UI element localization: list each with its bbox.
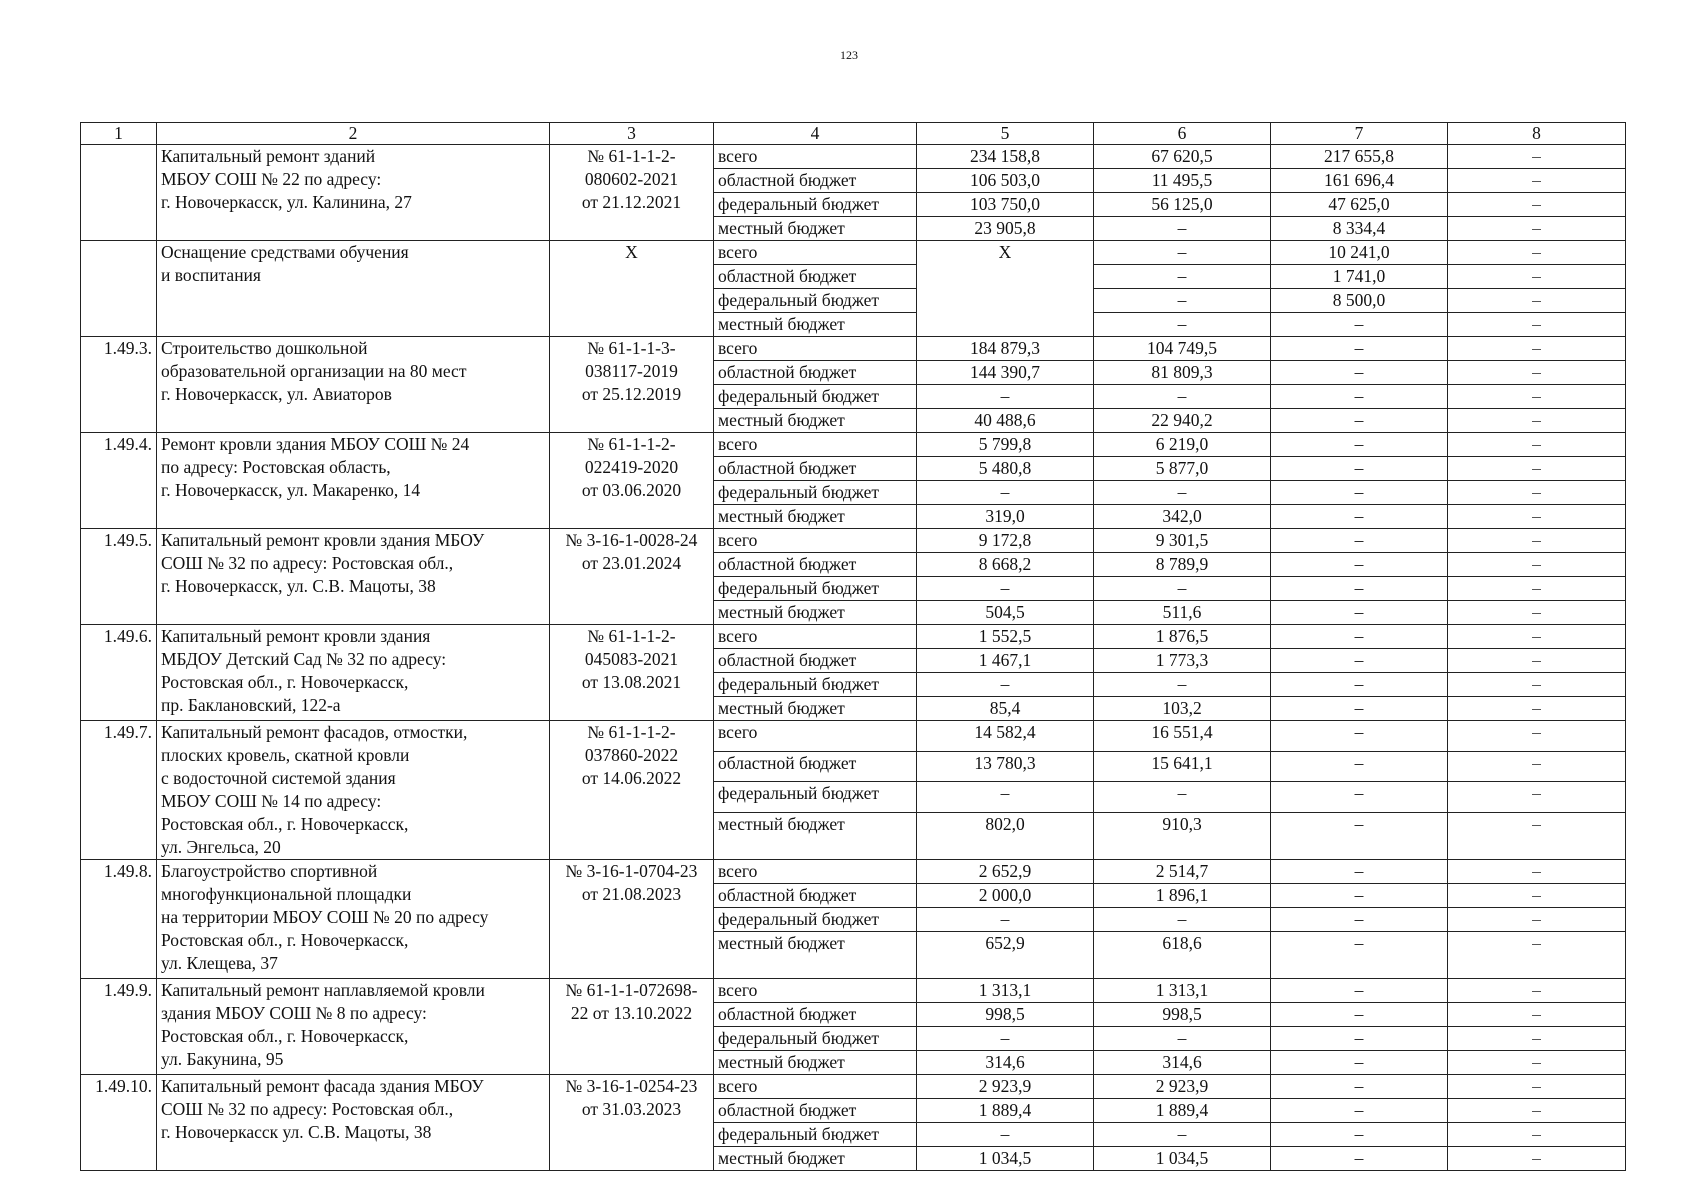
amount-col6: –: [1094, 481, 1271, 505]
budget-table: [80, 122, 1626, 1171]
item-name: Капитальный ремонт кровли здания МБДОУ Детский Сад № 32 по адресу: Ростовская обл., г. Новочеркасск, пр. Баклановский, 122-а: [157, 625, 550, 721]
amount-col5: 1 034,5: [917, 1147, 1094, 1171]
table-row: [81, 337, 1626, 361]
amount-col8: –: [1448, 625, 1626, 649]
amount-col7: –: [1271, 979, 1448, 1003]
funding-source: федеральный бюджет: [714, 289, 917, 313]
column-header: 2: [157, 123, 550, 145]
amount-col7: –: [1271, 751, 1448, 782]
item-name: Благоустройство спортивной многофункциональной площадки на территории МБОУ СОШ № 20 по адресу Ростовская обл., г. Новочеркасск, ул. Клещева, 37: [157, 860, 550, 979]
amount-col5: 314,6: [917, 1051, 1094, 1075]
column-header: 7: [1271, 123, 1448, 145]
amount-col8: –: [1448, 433, 1626, 457]
amount-col5: Х: [917, 241, 1094, 337]
item-number: 1.49.4.: [81, 433, 157, 529]
item-document: № 3-16-1-0254-23 от 31.03.2023: [550, 1075, 714, 1171]
amount-col7: –: [1271, 721, 1448, 752]
amount-col5: 2 000,0: [917, 884, 1094, 908]
amount-col8: –: [1448, 505, 1626, 529]
amount-col6: –: [1094, 908, 1271, 932]
amount-col5: –: [917, 481, 1094, 505]
amount-col6: 81 809,3: [1094, 361, 1271, 385]
amount-col6: 342,0: [1094, 505, 1271, 529]
amount-col6: –: [1094, 782, 1271, 813]
amount-col8: –: [1448, 217, 1626, 241]
funding-source: местный бюджет: [714, 1051, 917, 1075]
item-document: № 61-1-1-2- 080602-2021 от 21.12.2021: [550, 145, 714, 241]
amount-col8: –: [1448, 1003, 1626, 1027]
amount-col5: –: [917, 782, 1094, 813]
item-number: 1.49.3.: [81, 337, 157, 433]
amount-col7: –: [1271, 908, 1448, 932]
item-name: Капитальный ремонт наплавляемой кровли здания МБОУ СОШ № 8 по адресу: Ростовская обл., г. Новочеркасск, ул. Бакунина, 95: [157, 979, 550, 1075]
amount-col8: –: [1448, 577, 1626, 601]
funding-source: местный бюджет: [714, 313, 917, 337]
amount-col6: 1 889,4: [1094, 1099, 1271, 1123]
amount-col7: –: [1271, 313, 1448, 337]
amount-col7: –: [1271, 1003, 1448, 1027]
amount-col7: –: [1271, 1147, 1448, 1171]
amount-col5: 1 889,4: [917, 1099, 1094, 1123]
column-header: 6: [1094, 123, 1271, 145]
item-document: Х: [550, 241, 714, 337]
funding-source: федеральный бюджет: [714, 1027, 917, 1051]
amount-col7: –: [1271, 673, 1448, 697]
funding-source: всего: [714, 860, 917, 884]
amount-col7: –: [1271, 932, 1448, 979]
amount-col8: –: [1448, 1051, 1626, 1075]
amount-col8: –: [1448, 1075, 1626, 1099]
amount-col6: 16 551,4: [1094, 721, 1271, 752]
funding-source: областной бюджет: [714, 361, 917, 385]
item-name: Капитальный ремонт фасада здания МБОУ СОШ № 32 по адресу: Ростовская обл., г. Новочеркасск ул. С.В. Мацоты, 38: [157, 1075, 550, 1171]
amount-col7: 1 741,0: [1271, 265, 1448, 289]
amount-col7: –: [1271, 813, 1448, 860]
amount-col6: 15 641,1: [1094, 751, 1271, 782]
amount-col6: 22 940,2: [1094, 409, 1271, 433]
amount-col6: 910,3: [1094, 813, 1271, 860]
column-header: 5: [917, 123, 1094, 145]
amount-col6: 1 876,5: [1094, 625, 1271, 649]
item-number: 1.49.10.: [81, 1075, 157, 1171]
table-row: [81, 529, 1626, 553]
item-name: Капитальный ремонт зданий МБОУ СОШ № 22 по адресу: г. Новочеркасск, ул. Калинина, 27: [157, 145, 550, 241]
item-number: 1.49.7.: [81, 721, 157, 860]
item-document: № 61-1-1-3- 038117-2019 от 25.12.2019: [550, 337, 714, 433]
amount-col5: –: [917, 1123, 1094, 1147]
table-row: [81, 433, 1626, 457]
funding-source: местный бюджет: [714, 409, 917, 433]
amount-col7: –: [1271, 505, 1448, 529]
amount-col6: –: [1094, 241, 1271, 265]
funding-source: областной бюджет: [714, 1003, 917, 1027]
amount-col8: –: [1448, 1099, 1626, 1123]
funding-source: областной бюджет: [714, 884, 917, 908]
amount-col6: –: [1094, 673, 1271, 697]
amount-col7: –: [1271, 625, 1448, 649]
amount-col5: 234 158,8: [917, 145, 1094, 169]
amount-col7: –: [1271, 1123, 1448, 1147]
amount-col5: 2 923,9: [917, 1075, 1094, 1099]
amount-col5: 184 879,3: [917, 337, 1094, 361]
item-number: 1.49.9.: [81, 979, 157, 1075]
funding-source: федеральный бюджет: [714, 385, 917, 409]
amount-col7: –: [1271, 361, 1448, 385]
amount-col8: –: [1448, 601, 1626, 625]
item-number: 1.49.8.: [81, 860, 157, 979]
amount-col7: 10 241,0: [1271, 241, 1448, 265]
amount-col5: 1 552,5: [917, 625, 1094, 649]
amount-col8: –: [1448, 884, 1626, 908]
amount-col5: 5 799,8: [917, 433, 1094, 457]
amount-col8: –: [1448, 265, 1626, 289]
amount-col6: 103,2: [1094, 697, 1271, 721]
amount-col6: 2 514,7: [1094, 860, 1271, 884]
amount-col7: 217 655,8: [1271, 145, 1448, 169]
amount-col5: 23 905,8: [917, 217, 1094, 241]
funding-source: всего: [714, 145, 917, 169]
amount-col8: –: [1448, 529, 1626, 553]
amount-col8: –: [1448, 457, 1626, 481]
amount-col6: –: [1094, 265, 1271, 289]
item-name: Оснащение средствами обучения и воспитания: [157, 241, 550, 337]
amount-col7: –: [1271, 1099, 1448, 1123]
amount-col8: –: [1448, 813, 1626, 860]
column-header: 8: [1448, 123, 1626, 145]
funding-source: областной бюджет: [714, 553, 917, 577]
table-row: [81, 625, 1626, 649]
amount-col6: –: [1094, 313, 1271, 337]
item-number: 1.49.5.: [81, 529, 157, 625]
funding-source: всего: [714, 241, 917, 265]
table-row: [81, 145, 1626, 169]
amount-col5: –: [917, 908, 1094, 932]
amount-col6: –: [1094, 289, 1271, 313]
amount-col8: –: [1448, 361, 1626, 385]
item-document: № 3-16-1-0028-24 от 23.01.2024: [550, 529, 714, 625]
amount-col6: –: [1094, 1027, 1271, 1051]
amount-col5: 319,0: [917, 505, 1094, 529]
amount-col7: 8 500,0: [1271, 289, 1448, 313]
amount-col7: –: [1271, 1051, 1448, 1075]
amount-col7: –: [1271, 481, 1448, 505]
item-name: Строительство дошкольной образовательной организации на 80 мест г. Новочеркасск, ул. Авиаторов: [157, 337, 550, 433]
amount-col5: 14 582,4: [917, 721, 1094, 752]
amount-col5: –: [917, 1027, 1094, 1051]
amount-col6: 1 896,1: [1094, 884, 1271, 908]
amount-col7: –: [1271, 860, 1448, 884]
funding-source: местный бюджет: [714, 601, 917, 625]
amount-col7: –: [1271, 433, 1448, 457]
amount-col7: –: [1271, 553, 1448, 577]
funding-source: федеральный бюджет: [714, 673, 917, 697]
amount-col7: 47 625,0: [1271, 193, 1448, 217]
amount-col8: –: [1448, 409, 1626, 433]
amount-col5: 652,9: [917, 932, 1094, 979]
funding-source: федеральный бюджет: [714, 1123, 917, 1147]
funding-source: областной бюджет: [714, 649, 917, 673]
amount-col6: 618,6: [1094, 932, 1271, 979]
funding-source: областной бюджет: [714, 169, 917, 193]
table-body: [81, 123, 1626, 1171]
header-row: [81, 123, 1626, 145]
amount-col8: –: [1448, 1123, 1626, 1147]
item-document: № 3-16-1-0704-23 от 21.08.2023: [550, 860, 714, 979]
amount-col8: –: [1448, 751, 1626, 782]
table-row: [81, 721, 1626, 752]
amount-col5: 8 668,2: [917, 553, 1094, 577]
amount-col6: 1 034,5: [1094, 1147, 1271, 1171]
funding-source: всего: [714, 433, 917, 457]
amount-col5: 144 390,7: [917, 361, 1094, 385]
amount-col8: –: [1448, 481, 1626, 505]
item-number: [81, 241, 157, 337]
amount-col5: 1 467,1: [917, 649, 1094, 673]
amount-col8: –: [1448, 782, 1626, 813]
amount-col6: 998,5: [1094, 1003, 1271, 1027]
funding-source: местный бюджет: [714, 505, 917, 529]
table-row: [81, 979, 1626, 1003]
item-number: [81, 145, 157, 241]
amount-col6: –: [1094, 1123, 1271, 1147]
amount-col7: –: [1271, 1075, 1448, 1099]
amount-col8: –: [1448, 193, 1626, 217]
amount-col8: –: [1448, 145, 1626, 169]
amount-col8: –: [1448, 932, 1626, 979]
funding-source: областной бюджет: [714, 1099, 917, 1123]
amount-col6: 8 789,9: [1094, 553, 1271, 577]
amount-col7: –: [1271, 697, 1448, 721]
funding-source: областной бюджет: [714, 265, 917, 289]
page-number: 123: [840, 48, 858, 62]
column-header: 1: [81, 123, 157, 145]
amount-col7: –: [1271, 649, 1448, 673]
funding-source: всего: [714, 625, 917, 649]
amount-col5: 85,4: [917, 697, 1094, 721]
amount-col6: –: [1094, 385, 1271, 409]
funding-source: местный бюджет: [714, 697, 917, 721]
funding-source: федеральный бюджет: [714, 481, 917, 505]
amount-col8: –: [1448, 289, 1626, 313]
item-document: № 61-1-1-2- 022419-2020 от 03.06.2020: [550, 433, 714, 529]
amount-col6: 6 219,0: [1094, 433, 1271, 457]
amount-col7: 8 334,4: [1271, 217, 1448, 241]
amount-col8: –: [1448, 241, 1626, 265]
amount-col8: –: [1448, 649, 1626, 673]
column-header: 4: [714, 123, 917, 145]
funding-source: всего: [714, 1075, 917, 1099]
amount-col6: 104 749,5: [1094, 337, 1271, 361]
amount-col7: 161 696,4: [1271, 169, 1448, 193]
amount-col8: –: [1448, 979, 1626, 1003]
funding-source: областной бюджет: [714, 751, 917, 782]
funding-source: местный бюджет: [714, 217, 917, 241]
funding-source: федеральный бюджет: [714, 193, 917, 217]
amount-col6: 11 495,5: [1094, 169, 1271, 193]
amount-col7: –: [1271, 1027, 1448, 1051]
amount-col6: 1 313,1: [1094, 979, 1271, 1003]
item-document: № 61-1-1-072698- 22 от 13.10.2022: [550, 979, 714, 1075]
amount-col7: –: [1271, 529, 1448, 553]
amount-col5: –: [917, 385, 1094, 409]
amount-col5: –: [917, 577, 1094, 601]
amount-col5: 103 750,0: [917, 193, 1094, 217]
amount-col7: –: [1271, 457, 1448, 481]
funding-source: федеральный бюджет: [714, 577, 917, 601]
amount-col7: –: [1271, 385, 1448, 409]
funding-source: федеральный бюджет: [714, 782, 917, 813]
amount-col8: –: [1448, 860, 1626, 884]
item-number: 1.49.6.: [81, 625, 157, 721]
amount-col8: –: [1448, 721, 1626, 752]
amount-col6: –: [1094, 217, 1271, 241]
amount-col7: –: [1271, 884, 1448, 908]
amount-col5: 13 780,3: [917, 751, 1094, 782]
amount-col5: 998,5: [917, 1003, 1094, 1027]
amount-col7: –: [1271, 601, 1448, 625]
amount-col5: 5 480,8: [917, 457, 1094, 481]
amount-col8: –: [1448, 1027, 1626, 1051]
item-name: Капитальный ремонт кровли здания МБОУ СОШ № 32 по адресу: Ростовская обл., г. Новочеркасск, ул. С.В. Мацоты, 38: [157, 529, 550, 625]
amount-col8: –: [1448, 385, 1626, 409]
amount-col6: 67 620,5: [1094, 145, 1271, 169]
amount-col6: 9 301,5: [1094, 529, 1271, 553]
amount-col8: –: [1448, 1147, 1626, 1171]
amount-col5: 40 488,6: [917, 409, 1094, 433]
funding-source: местный бюджет: [714, 932, 917, 979]
funding-source: областной бюджет: [714, 457, 917, 481]
funding-source: местный бюджет: [714, 813, 917, 860]
funding-source: всего: [714, 337, 917, 361]
funding-source: местный бюджет: [714, 1147, 917, 1171]
funding-source: всего: [714, 979, 917, 1003]
amount-col8: –: [1448, 673, 1626, 697]
amount-col7: –: [1271, 337, 1448, 361]
funding-source: федеральный бюджет: [714, 908, 917, 932]
amount-col8: –: [1448, 313, 1626, 337]
amount-col5: 802,0: [917, 813, 1094, 860]
amount-col6: 511,6: [1094, 601, 1271, 625]
amount-col5: 2 652,9: [917, 860, 1094, 884]
item-name: Ремонт кровли здания МБОУ СОШ № 24 по адресу: Ростовская область, г. Новочеркасск, ул. Макаренко, 14: [157, 433, 550, 529]
funding-source: всего: [714, 529, 917, 553]
amount-col5: 9 172,8: [917, 529, 1094, 553]
item-document: № 61-1-1-2- 045083-2021 от 13.08.2021: [550, 625, 714, 721]
amount-col5: 1 313,1: [917, 979, 1094, 1003]
amount-col6: –: [1094, 577, 1271, 601]
table-row: [81, 1075, 1626, 1099]
funding-source: всего: [714, 721, 917, 752]
amount-col6: 314,6: [1094, 1051, 1271, 1075]
amount-col8: –: [1448, 553, 1626, 577]
amount-col8: –: [1448, 908, 1626, 932]
column-header: 3: [550, 123, 714, 145]
item-name: Капитальный ремонт фасадов, отмостки, плоских кровель, скатной кровли с водосточной системой здания МБОУ СОШ № 14 по адресу: Ростовская обл., г. Новочеркасск, ул. Энгельса, 20: [157, 721, 550, 860]
amount-col6: 5 877,0: [1094, 457, 1271, 481]
amount-col5: –: [917, 673, 1094, 697]
amount-col7: –: [1271, 409, 1448, 433]
table-row: [81, 860, 1626, 884]
amount-col6: 2 923,9: [1094, 1075, 1271, 1099]
amount-col5: 106 503,0: [917, 169, 1094, 193]
amount-col6: 56 125,0: [1094, 193, 1271, 217]
amount-col8: –: [1448, 337, 1626, 361]
amount-col7: –: [1271, 577, 1448, 601]
amount-col8: –: [1448, 169, 1626, 193]
amount-col5: 504,5: [917, 601, 1094, 625]
amount-col7: –: [1271, 782, 1448, 813]
item-document: № 61-1-1-2- 037860-2022 от 14.06.2022: [550, 721, 714, 860]
amount-col6: 1 773,3: [1094, 649, 1271, 673]
amount-col8: –: [1448, 697, 1626, 721]
table-row: [81, 241, 1626, 265]
